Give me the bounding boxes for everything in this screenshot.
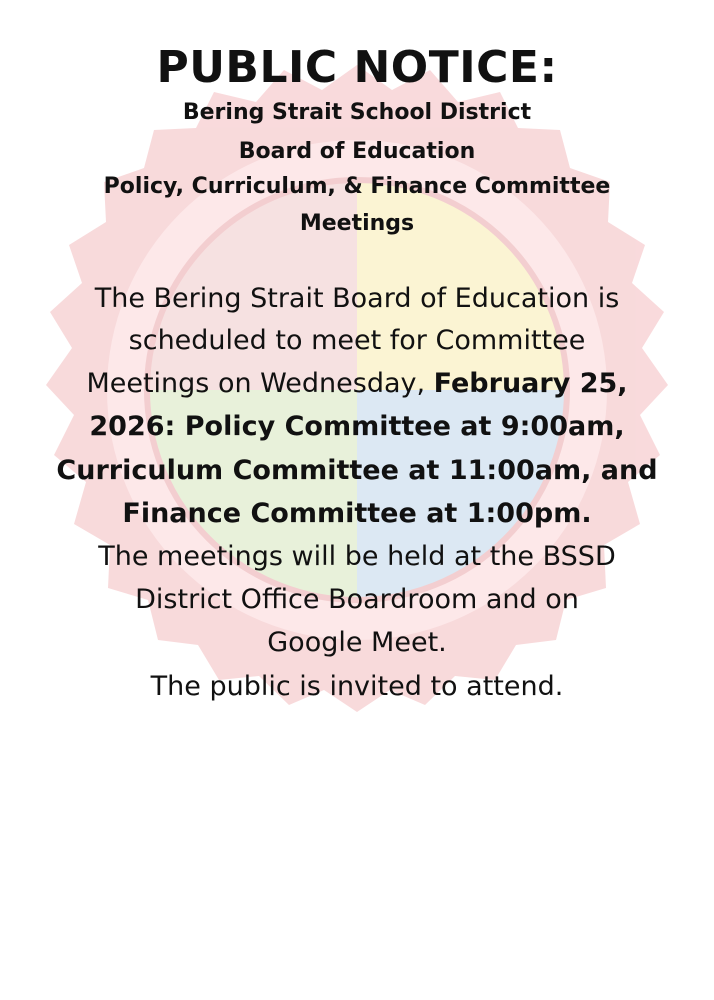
curriculum-committee-time: Curriculum Committee at 11:00am, and <box>56 455 658 486</box>
location-line-1: The meetings will be held at the BSSD <box>98 541 616 572</box>
body-line-3 <box>0 363 714 405</box>
finance-committee-time: Finance Committee at 1:00pm. <box>122 498 592 529</box>
board-name: Board of Education <box>238 139 476 164</box>
body-line-2: scheduled to meet for Committee <box>128 325 586 356</box>
policy-committee-time: 2026: Policy Committee at 9:00am, <box>89 411 625 442</box>
meeting-date: February 25, <box>433 368 628 399</box>
committee-heading: Policy, Curriculum, & Finance Committee <box>103 174 611 199</box>
notice-title: PUBLIC NOTICE: <box>156 42 558 93</box>
location-line-2: District Office Boardroom and on <box>135 584 579 615</box>
district-name: Bering Strait School District <box>182 100 532 125</box>
meetings-heading: Meetings <box>299 211 415 236</box>
public-invitation: The public is invited to attend. <box>150 671 564 702</box>
body-line-1: The Bering Strait Board of Education is <box>94 283 620 314</box>
body-line-3-normal: Meetings on Wednesday, <box>86 368 434 399</box>
location-line-3: Google Meet. <box>267 627 447 658</box>
